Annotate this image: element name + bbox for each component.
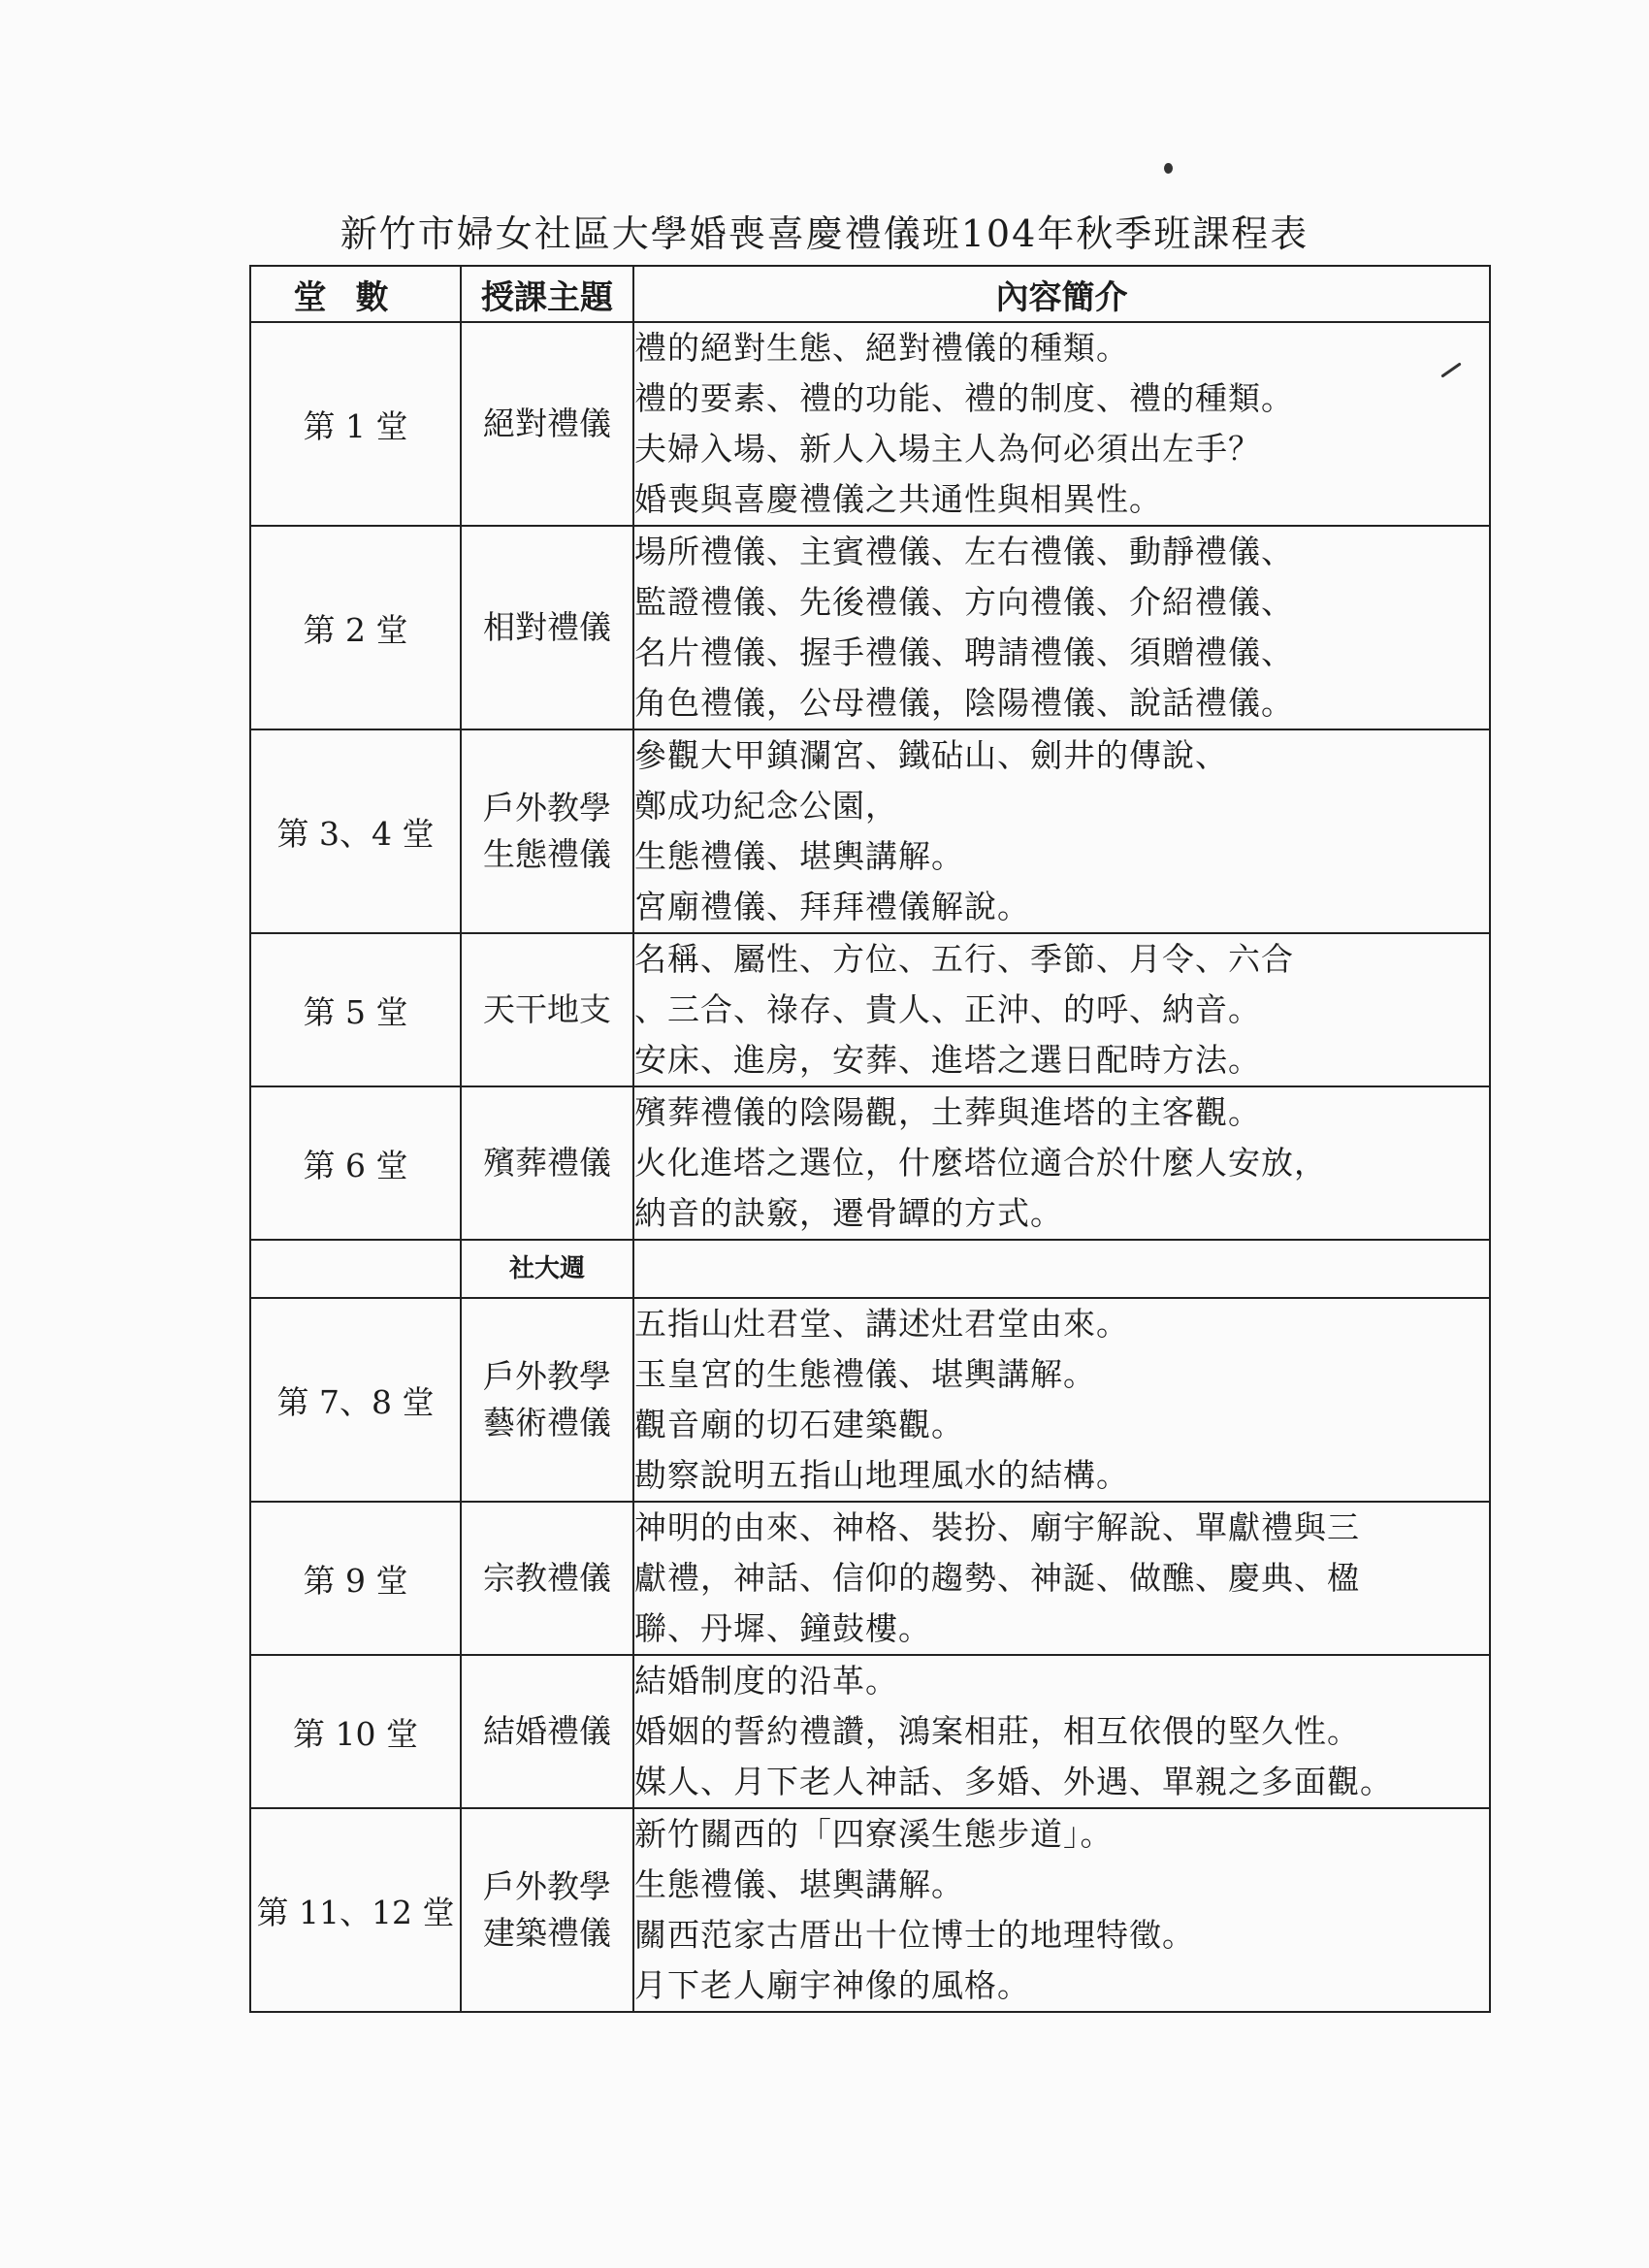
content-line: 生態禮儀、堪輿講解。 (634, 837, 964, 875)
session-cell (250, 1240, 461, 1298)
session-cell: 第 5 堂 (250, 933, 461, 1086)
session-cell: 第 9 堂 (250, 1502, 461, 1655)
topic-cell (461, 526, 633, 729)
header-topic: 授課主題 (461, 266, 633, 322)
content-line: 夫婦入場、新人入場主人為何必須出左手？ (634, 430, 1261, 468)
topic-line: 社大週 (508, 1254, 585, 1283)
topic-line: 建築禮儀 (483, 1914, 611, 1952)
topic-cell (461, 322, 633, 526)
content-line: 獻禮，神話、信仰的趨勢、神誕、做醮、慶典、楹 (634, 1559, 1360, 1597)
content-line: 關西范家古厝出十位博士的地理特徵。 (634, 1916, 1195, 1954)
content-cell (633, 1502, 1490, 1655)
content-line: 、三合、祿存、貴人、正沖、的呼、納音。 (634, 990, 1261, 1028)
content-cell (633, 1655, 1490, 1808)
topic-line: 生態禮儀 (483, 835, 611, 873)
table-row (250, 1655, 1490, 1808)
content-line: 殯葬禮儀的陰陽觀，土葬與進塔的主客觀。 (634, 1093, 1261, 1131)
content-line: 禮的要素、禮的功能、禮的制度、禮的種類。 (634, 379, 1294, 417)
session-cell: 第 3、4 堂 (250, 729, 461, 933)
content-line: 火化進塔之選位，什麼塔位適合於什麼人安放， (634, 1144, 1327, 1182)
content-line: 安床、進房，安葬、進塔之選日配時方法。 (634, 1041, 1261, 1079)
content-line: 聯、丹墀、鐘鼓樓。 (634, 1609, 931, 1647)
course-schedule-table (249, 265, 1491, 2013)
content-line: 場所禮儀、主賓禮儀、左右禮儀、動靜禮儀、 (634, 533, 1294, 570)
content-cell (633, 1808, 1490, 2012)
topic-cell (461, 1086, 633, 1240)
content-line: 新竹關西的「四寮溪生態步道」。 (634, 1815, 1114, 1853)
table-row (250, 933, 1490, 1086)
content-line: 媒人、月下老人神話、多婚、外遇、單親之多面觀。 (634, 1763, 1393, 1800)
session-cell: 第 10 堂 (250, 1655, 461, 1808)
session-cell: 第 1 堂 (250, 322, 461, 526)
table-row (250, 1502, 1490, 1655)
table-row (250, 1240, 1490, 1298)
session-cell: 第 11、12 堂 (250, 1808, 461, 2012)
table-row (250, 322, 1490, 526)
content-line: 月下老人廟宇神像的風格。 (634, 1966, 1030, 2004)
table-row (250, 1086, 1490, 1240)
content-line: 生態禮儀、堪輿講解。 (634, 1865, 964, 1903)
content-line: 玉皇宮的生態禮儀、堪輿講解。 (634, 1355, 1096, 1393)
table-row (250, 729, 1490, 933)
content-cell (633, 1240, 1490, 1298)
content-line: 納音的訣竅，遷骨罈的方式。 (634, 1194, 1063, 1232)
content-line: 角色禮儀，公母禮儀，陰陽禮儀、說話禮儀。 (634, 684, 1294, 722)
topic-line: 藝術禮儀 (483, 1404, 611, 1442)
content-line: 神明的由來、神格、裝扮、廟宇解說、單獻禮與三 (634, 1508, 1360, 1546)
header-content: 內容簡介 (633, 266, 1490, 322)
content-cell (633, 1086, 1490, 1240)
session-cell: 第 2 堂 (250, 526, 461, 729)
content-cell (633, 322, 1490, 526)
topic-line: 結婚禮儀 (483, 1712, 611, 1750)
topic-cell (461, 1808, 633, 2012)
content-line: 監證禮儀、先後禮儀、方向禮儀、介紹禮儀、 (634, 583, 1294, 621)
content-line: 名稱、屬性、方位、五行、季節、月令、六合 (634, 940, 1294, 978)
content-cell (633, 933, 1490, 1086)
content-line: 五指山灶君堂、講述灶君堂由來。 (634, 1305, 1129, 1343)
session-cell: 第 7、8 堂 (250, 1298, 461, 1502)
topic-cell (461, 1655, 633, 1808)
table-row (250, 526, 1490, 729)
ink-speck (1164, 163, 1173, 174)
content-line: 禮的絕對生態、絕對禮儀的種類。 (634, 329, 1129, 367)
topic-line: 戶外教學 (483, 1867, 611, 1905)
content-line: 勘察說明五指山地理風水的結構。 (634, 1456, 1129, 1494)
content-line: 觀音廟的切石建築觀。 (634, 1406, 964, 1443)
content-line: 婚喪與喜慶禮儀之共通性與相異性。 (634, 480, 1162, 518)
topic-cell (461, 1240, 633, 1298)
topic-cell (461, 1298, 633, 1502)
topic-line: 戶外教學 (483, 1357, 611, 1395)
topic-cell (461, 729, 633, 933)
content-line: 名片禮儀、握手禮儀、聘請禮儀、須贈禮儀、 (634, 633, 1294, 671)
content-cell (633, 526, 1490, 729)
topic-line: 天干地支 (483, 990, 611, 1028)
topic-cell (461, 1502, 633, 1655)
content-line: 參觀大甲鎮瀾宮、鐵砧山、劍井的傳說、 (634, 736, 1228, 774)
table-header-row (250, 266, 1490, 322)
content-line: 鄭成功紀念公園， (634, 787, 898, 825)
topic-cell (461, 933, 633, 1086)
content-line: 婚姻的誓約禮讚，鴻案相莊，相互依偎的堅久性。 (634, 1712, 1360, 1750)
header-session: 堂數 (250, 266, 461, 322)
topic-line: 宗教禮儀 (483, 1559, 611, 1597)
topic-line: 戶外教學 (483, 789, 611, 826)
table-row (250, 1808, 1490, 2012)
content-cell (633, 729, 1490, 933)
table-row (250, 1298, 1490, 1502)
content-cell (633, 1298, 1490, 1502)
topic-line: 殯葬禮儀 (483, 1144, 611, 1182)
content-line: 宮廟禮儀、拜拜禮儀解說。 (634, 888, 1030, 925)
page-title: 新竹市婦女社區大學婚喪喜慶禮儀班104年秋季班課程表 (340, 212, 1310, 255)
session-cell: 第 6 堂 (250, 1086, 461, 1240)
topic-line: 絕對禮儀 (483, 405, 611, 442)
topic-line: 相對禮儀 (483, 608, 611, 646)
content-line: 結婚制度的沿革。 (634, 1662, 898, 1700)
